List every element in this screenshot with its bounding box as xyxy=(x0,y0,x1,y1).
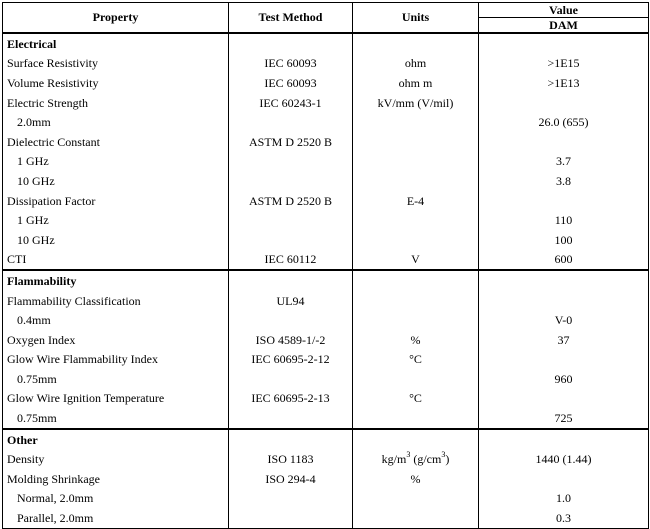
test-method-cell xyxy=(229,152,353,172)
value-cell: 960 xyxy=(479,369,649,389)
property-cell: 0.4mm xyxy=(3,310,229,330)
section-row xyxy=(3,429,649,450)
property-cell: 10 GHz xyxy=(3,171,229,191)
value-cell xyxy=(479,191,649,211)
property-cell: Molding Shrinkage xyxy=(3,469,229,489)
units-cell xyxy=(353,449,479,469)
test-method-cell: IEC 60093 xyxy=(229,54,353,74)
table-row xyxy=(3,469,649,489)
table-body xyxy=(3,33,649,528)
unit-superscript: 3 xyxy=(406,450,411,460)
units-cell xyxy=(353,310,479,330)
units-cell xyxy=(353,230,479,250)
table-row xyxy=(3,171,649,191)
units-cell xyxy=(353,132,479,152)
value-cell xyxy=(479,291,649,311)
test-method-cell xyxy=(229,489,353,509)
value-cell: 37 xyxy=(479,330,649,350)
units-cell xyxy=(353,152,479,172)
units-cell xyxy=(353,171,479,191)
value-cell: 1.0 xyxy=(479,489,649,509)
units-cell xyxy=(353,408,479,429)
property-cell: Parallel, 2.0mm xyxy=(3,508,229,528)
value-cell: 100 xyxy=(479,230,649,250)
empty-cell xyxy=(479,33,649,54)
table-row xyxy=(3,73,649,93)
value-cell: >1E13 xyxy=(479,73,649,93)
table-row xyxy=(3,330,649,350)
value-cell xyxy=(479,469,649,489)
value-cell: 0.3 xyxy=(479,508,649,528)
test-method-cell xyxy=(229,369,353,389)
section-row xyxy=(3,33,649,54)
test-method-cell: IEC 60695-2-12 xyxy=(229,350,353,370)
test-method-cell: UL94 xyxy=(229,291,353,311)
units-cell: % xyxy=(353,469,479,489)
property-cell: 1 GHz xyxy=(3,210,229,230)
property-cell: Surface Resistivity xyxy=(3,54,229,74)
property-cell: Volume Resistivity xyxy=(3,73,229,93)
empty-cell xyxy=(229,429,353,450)
section-row xyxy=(3,270,649,291)
table-row xyxy=(3,54,649,74)
table-row xyxy=(3,132,649,152)
unit-text: (g/cm xyxy=(410,452,442,467)
value-cell: 26.0 (655) xyxy=(479,112,649,132)
value-cell: 600 xyxy=(479,250,649,271)
test-method-cell xyxy=(229,508,353,528)
unit-text: kg/m xyxy=(381,452,407,467)
test-method-cell: ISO 4589-1/-2 xyxy=(229,330,353,350)
value-cell: 725 xyxy=(479,408,649,429)
table-row xyxy=(3,250,649,271)
property-cell: Electric Strength xyxy=(3,93,229,113)
table-row xyxy=(3,489,649,509)
table-row xyxy=(3,508,649,528)
units-cell xyxy=(353,369,479,389)
units-cell: °C xyxy=(353,350,479,370)
table-row xyxy=(3,449,649,469)
property-cell: Flammability Classification xyxy=(3,291,229,311)
units-cell xyxy=(353,112,479,132)
table-row xyxy=(3,291,649,311)
empty-cell xyxy=(479,429,649,450)
value-cell: 3.8 xyxy=(479,171,649,191)
value-cell: >1E15 xyxy=(479,54,649,74)
units-cell: ohm m xyxy=(353,73,479,93)
section-label: Other xyxy=(3,429,229,450)
table-row xyxy=(3,350,649,370)
table-row xyxy=(3,112,649,132)
section-label: Electrical xyxy=(3,33,229,54)
value-cell: 110 xyxy=(479,210,649,230)
property-cell: Oxygen Index xyxy=(3,330,229,350)
test-method-cell: IEC 60112 xyxy=(229,250,353,271)
property-cell: Glow Wire Ignition Temperature xyxy=(3,389,229,409)
table-row xyxy=(3,152,649,172)
table-row xyxy=(3,93,649,113)
test-method-cell xyxy=(229,171,353,191)
header-units: Units xyxy=(353,3,479,34)
property-cell: 0.75mm xyxy=(3,408,229,429)
table-row xyxy=(3,408,649,429)
empty-cell xyxy=(353,33,479,54)
property-cell: 0.75mm xyxy=(3,369,229,389)
test-method-cell: ISO 294-4 xyxy=(229,469,353,489)
units-cell: V xyxy=(353,250,479,271)
value-cell xyxy=(479,93,649,113)
header-property: Property xyxy=(3,3,229,34)
property-cell: Density xyxy=(3,449,229,469)
units-cell: ohm xyxy=(353,54,479,74)
header-value: Value xyxy=(479,3,649,18)
value-cell: 1440 (1.44) xyxy=(479,449,649,469)
test-method-cell: ASTM D 2520 B xyxy=(229,132,353,152)
table-row xyxy=(3,369,649,389)
property-cell: 10 GHz xyxy=(3,230,229,250)
section-label: Flammability xyxy=(3,270,229,291)
test-method-cell: IEC 60243-1 xyxy=(229,93,353,113)
properties-table xyxy=(2,2,649,529)
table-row xyxy=(3,191,649,211)
property-cell: Normal, 2.0mm xyxy=(3,489,229,509)
test-method-cell xyxy=(229,408,353,429)
units-cell xyxy=(353,210,479,230)
property-cell: 2.0mm xyxy=(3,112,229,132)
units-cell: E-4 xyxy=(353,191,479,211)
units-cell xyxy=(353,508,479,528)
value-cell xyxy=(479,132,649,152)
value-cell xyxy=(479,350,649,370)
test-method-cell xyxy=(229,112,353,132)
unit-superscript: 3 xyxy=(441,450,446,460)
header-test-method: Test Method xyxy=(229,3,353,34)
units-cell xyxy=(353,291,479,311)
value-cell xyxy=(479,389,649,409)
value-cell: V-0 xyxy=(479,310,649,330)
property-cell: CTI xyxy=(3,250,229,271)
units-cell: kV/mm (V/mil) xyxy=(353,93,479,113)
property-cell: Dielectric Constant xyxy=(3,132,229,152)
unit-text: ) xyxy=(445,452,450,467)
table-header xyxy=(3,3,649,34)
test-method-cell xyxy=(229,230,353,250)
test-method-cell: IEC 60093 xyxy=(229,73,353,93)
units-cell xyxy=(353,489,479,509)
units-cell: % xyxy=(353,330,479,350)
test-method-cell: ISO 1183 xyxy=(229,449,353,469)
test-method-cell: ASTM D 2520 B xyxy=(229,191,353,211)
table-row xyxy=(3,210,649,230)
empty-cell xyxy=(353,270,479,291)
property-cell: Glow Wire Flammability Index xyxy=(3,350,229,370)
table-row xyxy=(3,310,649,330)
table-row xyxy=(3,389,649,409)
test-method-cell xyxy=(229,310,353,330)
empty-cell xyxy=(229,33,353,54)
property-cell: 1 GHz xyxy=(3,152,229,172)
table-row xyxy=(3,230,649,250)
empty-cell xyxy=(479,270,649,291)
units-cell: °C xyxy=(353,389,479,409)
empty-cell xyxy=(353,429,479,450)
property-cell: Dissipation Factor xyxy=(3,191,229,211)
test-method-cell: IEC 60695-2-13 xyxy=(229,389,353,409)
empty-cell xyxy=(229,270,353,291)
value-cell: 3.7 xyxy=(479,152,649,172)
test-method-cell xyxy=(229,210,353,230)
header-grade: DAM xyxy=(479,18,649,34)
